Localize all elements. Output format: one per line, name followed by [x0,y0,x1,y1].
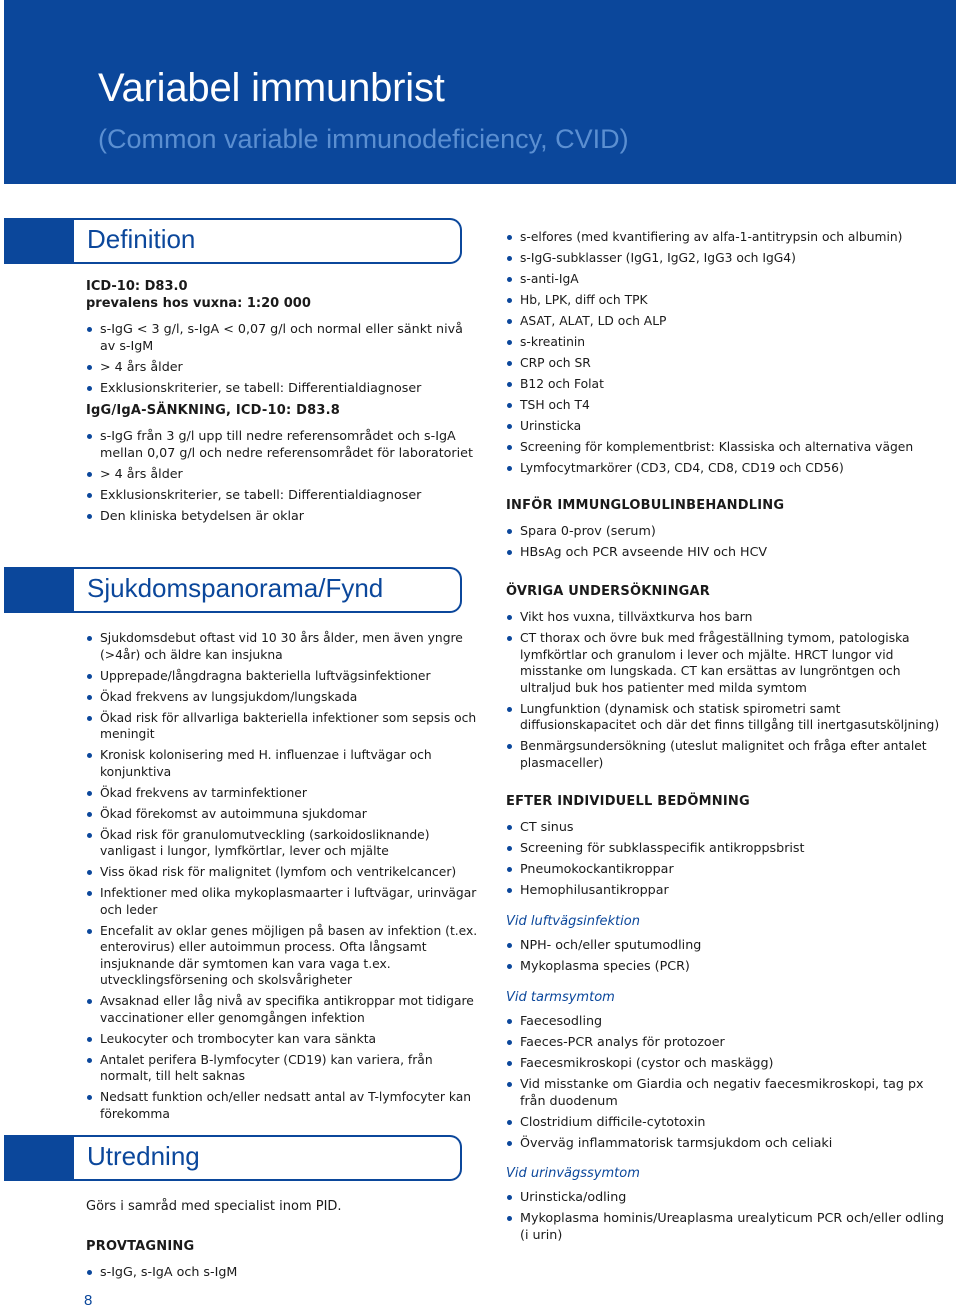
page-title: Variabel immunbrist [98,66,445,110]
infor-bullets [506,523,946,565]
list-item: Överväg inflammatorisk tarmsjukdom och celiaki [506,1135,946,1152]
section-header-panorama [4,567,462,613]
icd-code-line: ICD-10: D83.0 [86,279,188,294]
list-item: Antalet perifera B-lymfocyter (CD19) kan variera, från normalt, till helt saknas [86,1052,478,1085]
list-item: Avsaknad eller låg nivå av specifika antikroppar mot tidigare vaccinationer eller genomgången infektion [86,993,478,1026]
bullet-list [506,1013,946,1151]
list-item: HBsAg och PCR avseende HIV och HCV [506,544,946,561]
list-item: ASAT, ALAT, LD och ALP [506,313,946,330]
lab-tests [506,229,946,481]
bullet-list [506,229,946,477]
list-item: Urinsticka/odling [506,1189,946,1206]
luftvag-bullets [506,937,946,979]
page-subtitle: (Common variable immunodeficiency, CVID) [98,124,629,154]
list-item: CRP och SR [506,355,946,372]
provtagning-bullets [86,1264,478,1285]
list-item: Hemophilusantikroppar [506,882,946,899]
efter-heading: EFTER INDIVIDUELL BEDÖMNING [506,794,750,809]
panorama-bullets [86,630,478,1127]
urin-bullets [506,1189,946,1248]
list-item: TSH och T4 [506,397,946,414]
list-item: Ökad risk för granulomutveckling (sarkoidosliknande) vanligast i lungor, lymfkörtlar, lever och mjälte [86,827,478,860]
section-accent-bar [4,567,74,613]
bullet-list [506,609,946,771]
list-item: > 4 års ålder [86,359,478,376]
list-item: B12 och Folat [506,376,946,393]
section-accent-bar [4,1135,74,1181]
list-item: Nedsatt funktion och/eller nedsatt antal av T-lymfocyter kan förekomma [86,1089,478,1122]
list-item: NPH- och/eller sputumodling [506,937,946,954]
list-item: Lungfunktion (dynamisk och statisk spirometri samt diffusionskapacitet och där det finns tillgång till inertgasutsköljning) [506,701,946,734]
list-item: Encefalit av oklar genes möjligen på basen av infektion (t.ex. enterovirus) eller autoimmun process. Ofta långsamt insjuknande där symtomen kan vara vaga t.ex. utvecklingsförsening och skolsvårigheter [86,923,478,989]
luftvag-heading: Vid luftvägsinfektion [506,914,640,929]
definition-codes [86,279,478,312]
list-item: Sjukdomsdebut oftast vid 10 30 års ålder, men även yngre (>4år) och äldre kan insjukna [86,630,478,663]
bullet-list [506,819,946,899]
section-header-definition [4,218,462,264]
ovriga-bullets [506,609,946,776]
list-item: Clostridium difficile-cytotoxin [506,1114,946,1131]
bullet-list [506,937,946,975]
ovriga-heading: ÖVRIGA UNDERSÖKNINGAR [506,584,711,599]
list-item: Exklusionskriterier, se tabell: Differentialdiagnoser [86,487,478,504]
bullet-list [506,523,946,561]
section-accent-bar [4,218,74,264]
list-item: s-kreatinin [506,334,946,351]
section-title: Utredning [87,1141,200,1171]
bullet-list [86,428,478,524]
list-item: Faecesmikroskopi (cystor och maskägg) [506,1055,946,1072]
list-item: Kronisk kolonisering med H. influenzae i luftvägar och konjunktiva [86,747,478,780]
list-item: Upprepade/långdragna bakteriella luftvägsinfektioner [86,668,478,685]
list-item: s-IgG < 3 g/l, s-IgA < 0,07 g/l och normal eller sänkt nivå av s-IgM [86,321,478,354]
list-item: CT thorax och övre buk med frågeställning tymom, patologiska lymfkörtlar och granulom i lever och mjälte. HRCT lungor vid misstanke om lungskada. CT kan ersättas av lungröntgen och ultraljud buk hos patienter med milda symtom [506,630,946,696]
section-header-utredning [4,1135,462,1181]
list-item: Den kliniska betydelsen är oklar [86,508,478,525]
list-item: s-IgG, s-IgA och s-IgM [86,1264,478,1281]
list-item: s-anti-IgA [506,271,946,288]
list-item: Ökad frekvens av tarminfektioner [86,785,478,802]
tarm-heading: Vid tarmsymtom [506,990,615,1005]
list-item: Ökad förekomst av autoimmuna sjukdomar [86,806,478,823]
utredning-intro: Görs i samråd med specialist inom PID. [86,1199,342,1214]
list-item: Benmärgsundersökning (uteslut malignitet och fråga efter antalet plasmaceller) [506,738,946,771]
right-column [504,0,954,1310]
urin-heading: Vid urinvägssymtom [506,1166,640,1181]
list-item: Faecesodling [506,1013,946,1030]
list-item: CT sinus [506,819,946,836]
subsection-heading: IgG/IgA-SÄNKNING, ICD-10: D83.8 [86,403,340,418]
efter-bullets [506,819,946,903]
list-item: s-IgG-subklasser (IgG1, IgG2, IgG3 och IgG4) [506,250,946,267]
list-item: Infektioner med olika mykoplasmaarter i luftvägar, urinvägar och leder [86,885,478,918]
list-item: Vid misstanke om Giardia och negativ faecesmikroskopi, tag px från duodenum [506,1076,946,1109]
page-number: 8 [84,1292,93,1309]
list-item: Mykoplasma hominis/Ureaplasma urealyticum PCR och/eller odling (i urin) [506,1210,946,1243]
list-item: Urinsticka [506,418,946,435]
infor-heading: INFÖR IMMUNGLOBULINBEHANDLING [506,498,785,513]
definition-bullets [86,321,478,401]
list-item: Ökad risk för allvarliga bakteriella infektioner som sepsis och meningit [86,710,478,743]
bullet-list [86,321,478,396]
list-item: Pneumokockantikroppar [506,861,946,878]
provtagning-heading: PROVTAGNING [86,1239,195,1254]
bullet-list [86,1264,478,1281]
list-item: Ökad frekvens av lungsjukdom/lungskada [86,689,478,706]
list-item: Spara 0-prov (serum) [506,523,946,540]
list-item: Lymfocytmarkörer (CD3, CD4, CD8, CD19 och CD56) [506,460,946,477]
list-item: Viss ökad risk för malignitet (lymfom och ventrikelcancer) [86,864,478,881]
list-item: Exklusionskriterier, se tabell: Differentialdiagnoser [86,380,478,397]
list-item: s-IgG från 3 g/l upp till nedre referensområdet och s-IgA mellan 0,07 g/l och nedre referensområdet för laboratoriet [86,428,478,461]
bullet-list [506,1189,946,1243]
tarm-bullets [506,1013,946,1156]
section-title: Sjukdomspanorama/Fynd [87,573,384,603]
prevalence-line: prevalens hos vuxna: 1:20 000 [86,295,311,311]
list-item: Hb, LPK, diff och TPK [506,292,946,309]
definition-sub-bullets [86,428,478,529]
list-item: Leukocyter och trombocyter kan vara sänkta [86,1031,478,1048]
bullet-list [86,630,478,1122]
list-item: Mykoplasma species (PCR) [506,958,946,975]
list-item: > 4 års ålder [86,466,478,483]
list-item: s-elfores (med kvantifiering av alfa-1-antitrypsin och albumin) [506,229,946,246]
list-item: Faeces-PCR analys för protozoer [506,1034,946,1051]
list-item: Screening för komplementbrist: Klassiska och alternativa vägen [506,439,946,456]
section-title: Definition [87,224,196,254]
list-item: Vikt hos vuxna, tillväxtkurva hos barn [506,609,946,626]
list-item: Screening för subklasspecifik antikroppsbrist [506,840,946,857]
